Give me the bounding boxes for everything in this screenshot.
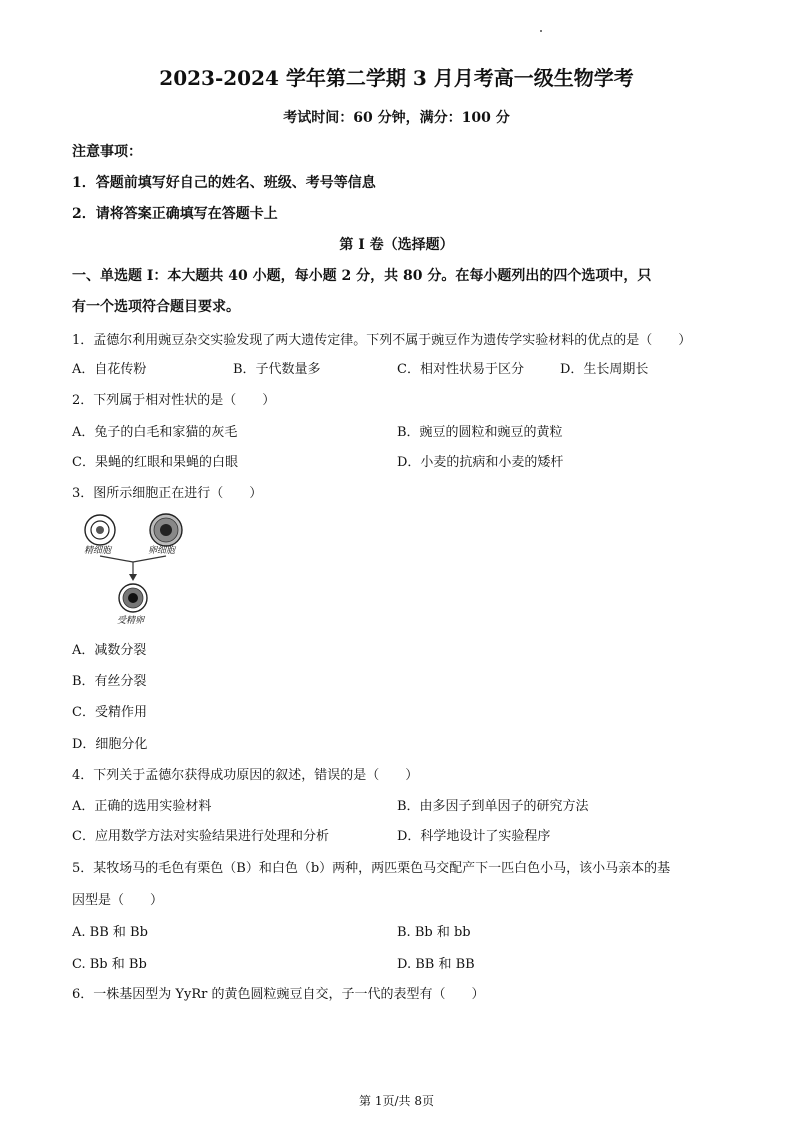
- question-4-option-d: D．科学地设计了实验程序: [397, 829, 551, 844]
- question-6-stem: 6．一株基因型为 YyRr 的黄色圆粒豌豆自交，子一代的表型有（ ）: [72, 987, 485, 1002]
- question-2-option-b: B．豌豆的圆粒和豌豆的黄粒: [397, 425, 563, 440]
- question-4-stem: 4．下列关于孟德尔获得成功原因的叙述，错误的是（ ）: [72, 768, 419, 783]
- question-3-stem: 3．图所示细胞正在进行（ ）: [72, 486, 263, 501]
- question-2-stem: 2．下列属于相对性状的是（ ）: [72, 393, 276, 408]
- notes-heading: 注意事项：: [72, 144, 142, 160]
- question-4-option-b: B．由多因子到单因子的研究方法: [397, 799, 589, 814]
- question-5-option-a: A. BB 和 Bb: [72, 925, 148, 940]
- question-1-option-c: C．相对性状易于区分: [397, 362, 524, 377]
- question-3-option-a: A．减数分裂: [72, 643, 147, 658]
- question-1-option-a: A．自花传粉: [72, 362, 147, 377]
- question-4-option-c: C．应用数学方法对实验结果进行处理和分析: [72, 829, 329, 844]
- figure-label-egg: 卵细胞: [148, 546, 176, 556]
- question-3-option-c: C．受精作用: [72, 705, 147, 720]
- question-3-option-b: B．有丝分裂: [72, 674, 147, 689]
- egg-cell-drawing: [150, 514, 182, 546]
- question-5-option-c: C. Bb 和 Bb: [72, 957, 147, 972]
- fertilization-diagram: [78, 510, 198, 630]
- question-5-option-d: D. BB 和 BB: [397, 957, 475, 972]
- scan-speck: [540, 30, 542, 32]
- section-instruction: 一、单选题 I：本大题共 40 小题，每小题 2 分，共 80 分。在每小题列出的四个选项中，只: [72, 268, 652, 284]
- question-1-stem: 1．孟德尔利用豌豆杂交实验发现了两大遗传定律。下列不属于豌豆作为遗传学实验材料的优点的是（ ）: [72, 333, 692, 348]
- figure-label-sperm: 精细胞: [84, 546, 112, 556]
- arrow-down-icon: [129, 574, 137, 581]
- note-item: 1．答题前填写好自己的姓名、班级、考号等信息: [72, 175, 376, 191]
- page-number: 第 1页/共 8页: [359, 1094, 434, 1108]
- note-item: 2．请将答案正确填写在答题卡上: [72, 206, 278, 222]
- figure-label-zygote: 受精卵: [117, 616, 145, 626]
- exam-info: 考试时间：60 分钟，满分：100 分: [283, 110, 510, 126]
- question-2-option-c: C．果蝇的红眼和果蝇的白眼: [72, 455, 238, 470]
- question-5-option-b: B. Bb 和 bb: [397, 925, 471, 940]
- question-3-option-d: D．细胞分化: [72, 737, 148, 752]
- question-1-option-b: B．子代数量多: [233, 362, 321, 377]
- volume-title: 第 I 卷（选择题）: [339, 237, 454, 253]
- zygote-drawing: [119, 584, 147, 612]
- section-instruction: 有一个选项符合题目要求。: [72, 299, 240, 315]
- question-2-option-a: A．兔子的白毛和家猫的灰毛: [72, 425, 238, 440]
- sperm-cell-drawing: [85, 515, 115, 545]
- question-4-option-a: A．正确的选用实验材料: [72, 799, 212, 814]
- question-5-stem-cont: 因型是（ ）: [72, 893, 164, 908]
- question-2-option-d: D．小麦的抗病和小麦的矮杆: [397, 455, 564, 470]
- question-5-stem: 5．某牧场马的毛色有栗色（B）和白色（b）两种，两匹栗色马交配产下一匹白色小马，该小马亲本的基: [72, 861, 671, 876]
- exam-title: 2023-2024 学年第二学期 3 月月考高一级生物学考: [159, 66, 634, 90]
- question-1-option-d: D．生长周期长: [560, 362, 649, 377]
